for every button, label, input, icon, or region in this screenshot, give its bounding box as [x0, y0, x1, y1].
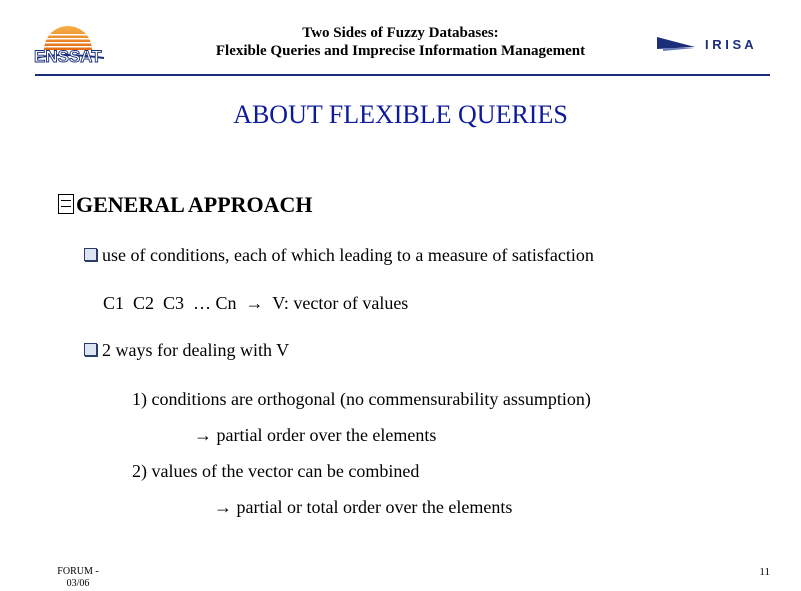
- section-heading-text: GENERAL APPROACH: [76, 192, 313, 217]
- header-rule: [35, 74, 770, 76]
- irisa-logo: [655, 34, 770, 54]
- numbered-list-icon: [58, 194, 74, 214]
- checkbox-bullet-icon: [84, 248, 97, 261]
- section-heading: [58, 192, 313, 218]
- bullet-ways-text: 2 ways for dealing with V: [102, 340, 290, 360]
- bullet-ways: [84, 340, 289, 361]
- irisa-logo-text: I R I S A: [705, 37, 754, 52]
- vector-line: C1 C2 C3 … Cn → V: vector of values: [103, 293, 409, 313]
- footer-left: [48, 566, 108, 590]
- enssat-logo-text: ENSSAT: [34, 47, 102, 66]
- item-orthogonal: 1) conditions are orthogonal (no commensurability assumption): [132, 389, 591, 409]
- enssat-logo-graphic: [30, 22, 110, 67]
- footer-date: 03/06: [66, 578, 90, 589]
- item-combined-result: → partial or total order over the elements: [214, 497, 513, 517]
- slide-title: ABOUT FLEXIBLE QUERIES: [233, 100, 568, 129]
- item-orthogonal-result: → partial order over the elements: [194, 425, 437, 445]
- enssat-logo: [30, 22, 110, 67]
- bullet-conditions-text: use of conditions, each of which leading to a measure of satisfaction: [102, 245, 594, 265]
- item-combined: 2) values of the vector can be combined: [132, 461, 420, 481]
- header-line2: Flexible Queries and Imprecise Information Management: [215, 43, 586, 59]
- page-number: 11: [759, 566, 770, 578]
- header-line1: Two Sides of Fuzzy Databases:: [302, 25, 499, 41]
- footer-forum: FORUM -: [57, 566, 99, 577]
- bullet-conditions: [84, 245, 594, 266]
- checkbox-bullet-icon: [84, 343, 97, 356]
